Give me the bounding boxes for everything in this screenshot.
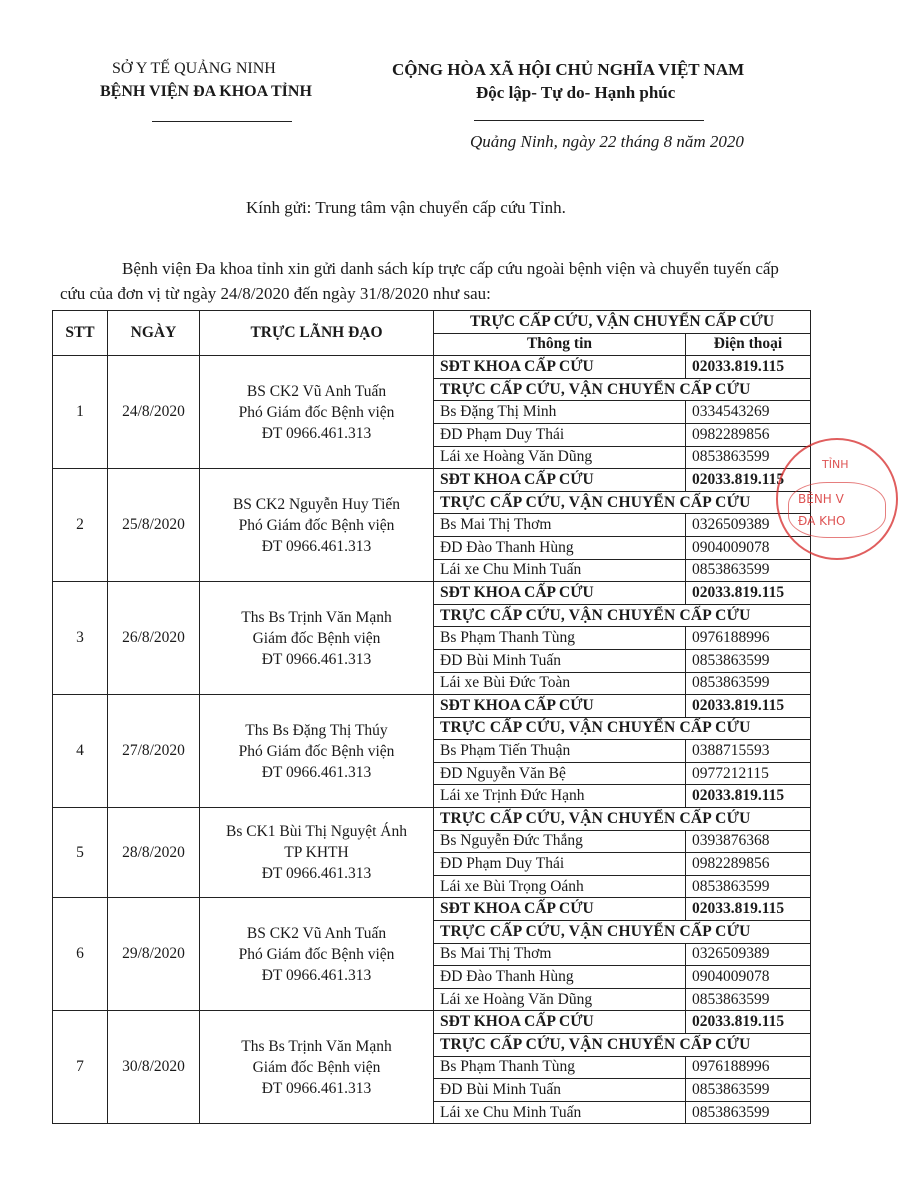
leader-line: ĐT 0966.461.313 — [261, 424, 372, 442]
hotline-phone: 02033.819.115 — [686, 356, 811, 379]
staff-info: Bs Mai Thị Thơm — [434, 514, 686, 537]
staff-info: Lái xe Trịnh Đức Hạnh — [434, 785, 686, 808]
intro-paragraph: Bệnh viện Đa khoa tỉnh xin gửi danh sách kíp trực cấp cứu ngoài bệnh viện và chuyển tuyến cấp cứu của đơn vị từ ngày 24/8/2020 đến ngày 31/8/2020 như sau: — [60, 259, 779, 303]
leader-line: ĐT 0966.461.313 — [261, 763, 372, 781]
team-heading: TRỰC CẤP CỨU, VẬN CHUYỂN CẤP CỨU — [434, 808, 811, 831]
header-stt: STT — [53, 311, 108, 356]
cell-date: 24/8/2020 — [108, 356, 200, 469]
staff-phone: 0904009078 — [686, 966, 811, 989]
team-heading: TRỰC CẤP CỨU, VẬN CHUYỂN CẤP CỨU — [434, 491, 811, 514]
national-motto: Độc lập- Tự do- Hạnh phúc — [476, 83, 676, 102]
cell-date: 27/8/2020 — [108, 695, 200, 808]
staff-phone: 0853863599 — [686, 446, 811, 469]
leader-line: TP KHTH — [284, 844, 349, 862]
staff-info: Lái xe Hoàng Văn Dũng — [434, 988, 686, 1011]
header-date: NGÀY — [108, 311, 200, 356]
staff-info: Bs Mai Thị Thơm — [434, 943, 686, 966]
cell-leader — [200, 808, 434, 898]
staff-phone: 0853863599 — [686, 1101, 811, 1124]
staff-phone: 0976188996 — [686, 1056, 811, 1079]
header-info: Thông tin — [434, 333, 686, 356]
staff-info: Lái xe Hoàng Văn Dũng — [434, 446, 686, 469]
leader-line: Giám đốc Bệnh viện — [252, 1058, 381, 1076]
staff-info: ĐD Đào Thanh Hùng — [434, 536, 686, 559]
cell-date: 29/8/2020 — [108, 898, 200, 1011]
staff-info: Lái xe Bùi Trọng Oánh — [434, 875, 686, 898]
cell-leader — [200, 898, 434, 1011]
header-emergency: TRỰC CẤP CỨU, VẬN CHUYỂN CẤP CỨU — [434, 311, 811, 334]
leader-line: BS CK2 Vũ Anh Tuấn — [246, 924, 387, 942]
staff-phone: 02033.819.115 — [686, 785, 811, 808]
staff-phone: 0853863599 — [686, 672, 811, 695]
table-row — [53, 356, 811, 379]
hotline-phone: 02033.819.115 — [686, 469, 811, 492]
leader-line: Phó Giám đốc Bệnh viện — [238, 742, 395, 760]
place-date: Quảng Ninh, ngày 22 tháng 8 năm 2020 — [470, 132, 744, 151]
roster-body — [53, 356, 811, 1124]
cell-stt: 1 — [53, 356, 108, 469]
leader-line: Phó Giám đốc Bệnh viện — [238, 516, 395, 534]
staff-phone: 0334543269 — [686, 401, 811, 424]
header-phone: Điện thoại — [686, 333, 811, 356]
org-underline — [152, 121, 292, 122]
table-row — [53, 469, 811, 492]
staff-info: ĐD Đào Thanh Hùng — [434, 966, 686, 989]
staff-info: Lái xe Chu Minh Tuấn — [434, 559, 686, 582]
staff-phone: 0326509389 — [686, 514, 811, 537]
staff-phone: 0853863599 — [686, 988, 811, 1011]
staff-phone: 0388715593 — [686, 740, 811, 763]
leader-line: Ths Bs Trịnh Văn Mạnh — [241, 608, 392, 626]
leader-line: Phó Giám đốc Bệnh viện — [238, 403, 395, 421]
staff-phone: 0977212115 — [686, 762, 811, 785]
leader-line: ĐT 0966.461.313 — [261, 966, 372, 984]
staff-info: Bs Đặng Thị Minh — [434, 401, 686, 424]
staff-phone: 0853863599 — [686, 649, 811, 672]
duty-roster-table — [52, 310, 811, 1124]
leader-line: BS CK2 Nguyễn Huy Tiến — [232, 495, 401, 513]
table-row — [53, 582, 811, 605]
stamp-inner-ring — [788, 482, 886, 538]
staff-info: Lái xe Bùi Đức Toàn — [434, 672, 686, 695]
team-heading: TRỰC CẤP CỨU, VẬN CHUYỂN CẤP CỨU — [434, 717, 811, 740]
red-seal-stamp — [776, 438, 898, 560]
cell-stt: 4 — [53, 695, 108, 808]
hotline-phone: 02033.819.115 — [686, 898, 811, 921]
stamp-text-middle: BỆNH V — [798, 492, 844, 506]
motto-underline — [474, 120, 704, 121]
cell-stt: 2 — [53, 469, 108, 582]
staff-phone: 0326509389 — [686, 943, 811, 966]
staff-phone: 0982289856 — [686, 853, 811, 876]
cell-leader — [200, 695, 434, 808]
staff-info: ĐD Nguyễn Văn Bệ — [434, 762, 686, 785]
team-heading: TRỰC CẤP CỨU, VẬN CHUYỂN CẤP CỨU — [434, 921, 811, 944]
hotline-phone: 02033.819.115 — [686, 695, 811, 718]
leader-line: Ths Bs Trịnh Văn Mạnh — [241, 1037, 392, 1055]
hotline-label: SĐT KHOA CẤP CỨU — [434, 1011, 686, 1034]
staff-info: ĐD Phạm Duy Thái — [434, 853, 686, 876]
table-row — [53, 1011, 811, 1034]
hotline-label: SĐT KHOA CẤP CỨU — [434, 898, 686, 921]
cell-leader — [200, 582, 434, 695]
cell-stt: 7 — [53, 1011, 108, 1124]
hotline-label: SĐT KHOA CẤP CỨU — [434, 695, 686, 718]
cell-stt: 6 — [53, 898, 108, 1011]
cell-stt: 3 — [53, 582, 108, 695]
cell-date: 30/8/2020 — [108, 1011, 200, 1124]
leader-line: ĐT 0966.461.313 — [261, 650, 372, 668]
leader-line: ĐT 0966.461.313 — [261, 1079, 372, 1097]
staff-info: Bs Nguyễn Đức Thắng — [434, 830, 686, 853]
staff-phone: 0853863599 — [686, 875, 811, 898]
leader-line: Phó Giám đốc Bệnh viện — [238, 945, 395, 963]
staff-info: ĐD Phạm Duy Thái — [434, 423, 686, 446]
leader-line: Giám đốc Bệnh viện — [252, 629, 381, 647]
header-leader: TRỰC LÃNH ĐẠO — [200, 311, 434, 356]
cell-leader — [200, 469, 434, 582]
org-parent: SỞ Y TẾ QUẢNG NINH — [112, 60, 276, 77]
staff-phone: 0853863599 — [686, 559, 811, 582]
leader-line: ĐT 0966.461.313 — [261, 537, 372, 555]
leader-line: Bs CK1 Bùi Thị Nguyệt Ánh — [226, 823, 407, 841]
table-row — [53, 695, 811, 718]
hotline-label: SĐT KHOA CẤP CỨU — [434, 469, 686, 492]
national-title: CỘNG HÒA XÃ HỘI CHỦ NGHĨA VIỆT NAM — [392, 60, 745, 79]
leader-line: Ths Bs Đặng Thị Thúy — [245, 721, 388, 739]
staff-phone: 0393876368 — [686, 830, 811, 853]
hotline-phone: 02033.819.115 — [686, 1011, 811, 1034]
cell-date: 28/8/2020 — [108, 808, 200, 898]
staff-phone: 0853863599 — [686, 1079, 811, 1102]
hotline-phone: 02033.819.115 — [686, 582, 811, 605]
hotline-label: SĐT KHOA CẤP CỨU — [434, 356, 686, 379]
leader-line: BS CK2 Vũ Anh Tuấn — [246, 382, 387, 400]
staff-info: ĐD Bùi Minh Tuấn — [434, 1079, 686, 1102]
hotline-label: SĐT KHOA CẤP CỨU — [434, 582, 686, 605]
staff-phone: 0904009078 — [686, 536, 811, 559]
staff-phone: 0982289856 — [686, 423, 811, 446]
org-name: BỆNH VIỆN ĐA KHOA TỈNH — [100, 83, 312, 100]
cell-stt: 5 — [53, 808, 108, 898]
recipient: Kính gửi: Trung tâm vận chuyển cấp cứu Tỉnh. — [246, 198, 566, 217]
stamp-text-top: TỈNH — [822, 458, 849, 471]
team-heading: TRỰC CẤP CỨU, VẬN CHUYỂN CẤP CỨU — [434, 378, 811, 401]
leader-line: ĐT 0966.461.313 — [261, 865, 372, 883]
stamp-text-bottom: ĐA KHO — [798, 514, 846, 528]
staff-phone: 0976188996 — [686, 627, 811, 650]
staff-info: Bs Phạm Tiến Thuận — [434, 740, 686, 763]
table-row — [53, 808, 811, 831]
cell-leader — [200, 1011, 434, 1124]
staff-info: Bs Phạm Thanh Tùng — [434, 627, 686, 650]
staff-info: Bs Phạm Thanh Tùng — [434, 1056, 686, 1079]
cell-leader — [200, 356, 434, 469]
staff-info: ĐD Bùi Minh Tuấn — [434, 649, 686, 672]
cell-date: 26/8/2020 — [108, 582, 200, 695]
team-heading: TRỰC CẤP CỨU, VẬN CHUYỂN CẤP CỨU — [434, 604, 811, 627]
team-heading: TRỰC CẤP CỨU, VẬN CHUYỂN CẤP CỨU — [434, 1034, 811, 1057]
staff-info: Lái xe Chu Minh Tuấn — [434, 1101, 686, 1124]
table-row — [53, 898, 811, 921]
cell-date: 25/8/2020 — [108, 469, 200, 582]
